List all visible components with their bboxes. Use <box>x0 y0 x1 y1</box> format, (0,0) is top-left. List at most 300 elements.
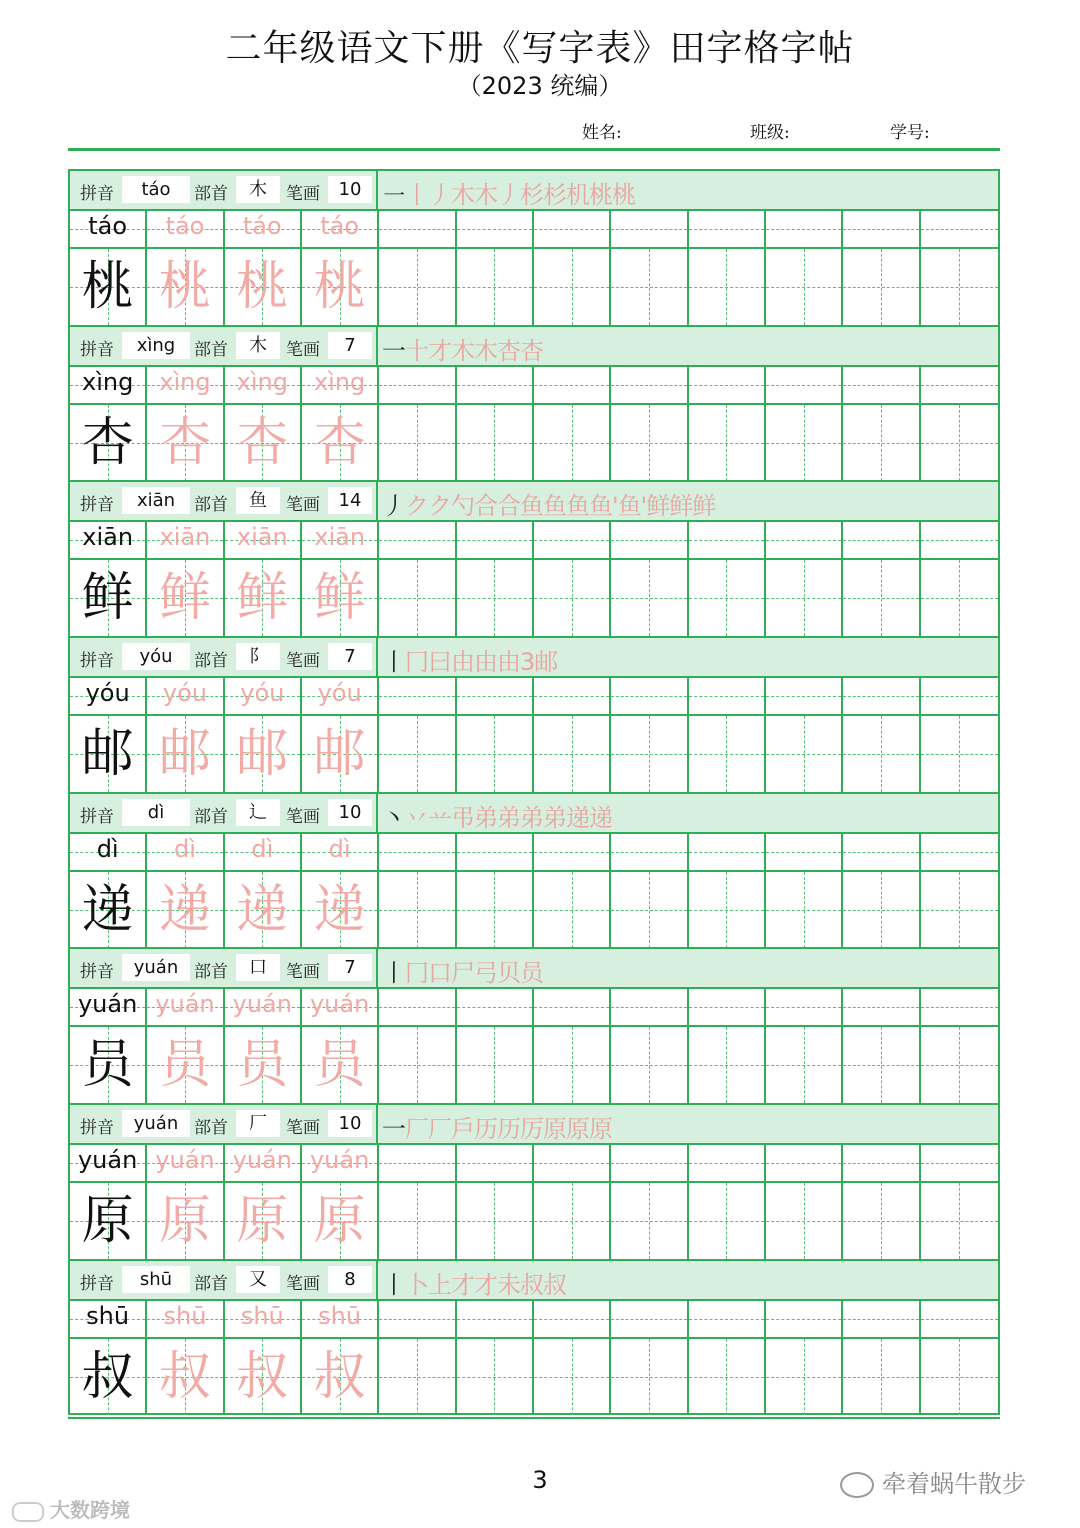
stroke-step: 原 <box>589 1115 612 1144</box>
character-block <box>68 792 1000 948</box>
pinyin-writing-cell[interactable] <box>302 678 379 714</box>
tianzige-writing-cell[interactable] <box>147 872 224 948</box>
pinyin-writing-cell[interactable] <box>689 678 766 714</box>
tianzige-writing-cell[interactable] <box>689 1183 766 1259</box>
stroke-step: 尸 <box>451 959 474 988</box>
tianzige-writing-cell[interactable] <box>766 716 843 792</box>
trace-character: 递 <box>236 879 289 940</box>
radical-value: 木 <box>236 176 280 203</box>
bottom-divider <box>68 1417 1000 1419</box>
pinyin-value: xiān <box>122 487 190 514</box>
trace-character: 桃 <box>158 257 211 317</box>
pinyin-writing-cell[interactable] <box>921 522 998 558</box>
pinyin-writing-cell[interactable] <box>534 522 611 558</box>
stroke-step: 机 <box>566 181 589 209</box>
tianzige-writing-cell[interactable] <box>534 1183 611 1259</box>
pinyin-writing-cell[interactable] <box>457 834 534 870</box>
stroke-step: ク <box>428 492 451 521</box>
trace-pinyin: yuán <box>232 1146 292 1175</box>
pinyin-writing-cell[interactable] <box>147 678 224 714</box>
pinyin-writing-cell[interactable] <box>302 367 379 403</box>
tianzige-writing-cell[interactable] <box>70 1339 147 1415</box>
tianzige-writing-cell[interactable] <box>457 1183 534 1259</box>
pinyin-writing-cell[interactable] <box>534 367 611 403</box>
pinyin-value: yuán <box>122 954 190 981</box>
tianzige-writing-cell[interactable] <box>147 1339 224 1415</box>
strokes-label: 笔画 <box>286 1273 320 1294</box>
pinyin-writing-cell[interactable] <box>379 989 456 1025</box>
pinyin-writing-cell[interactable] <box>225 1145 302 1181</box>
pinyin-writing-cell[interactable] <box>225 1301 302 1337</box>
pinyin-writing-cell[interactable] <box>534 989 611 1025</box>
pinyin-writing-cell[interactable] <box>611 367 688 403</box>
pinyin-writing-cell[interactable] <box>457 678 534 714</box>
tianzige-writing-cell[interactable] <box>379 1027 456 1103</box>
character-block <box>68 636 1000 792</box>
tianzige-writing-cell[interactable] <box>921 1027 998 1103</box>
pinyin-writing-cell[interactable] <box>225 367 302 403</box>
trace-character: 鲜 <box>236 568 289 629</box>
radical-value: 阝 <box>236 643 280 670</box>
tianzige-writing-cell[interactable] <box>379 249 456 325</box>
top-divider <box>68 148 1000 151</box>
pinyin-writing-cell[interactable] <box>611 1145 688 1181</box>
tianzige-writing-cell[interactable] <box>766 872 843 948</box>
tianzige-writing-cell[interactable] <box>843 249 920 325</box>
pinyin-writing-cell[interactable] <box>689 367 766 403</box>
tianzige-writing-cell[interactable] <box>70 716 147 792</box>
stroke-step: 才 <box>428 336 451 365</box>
tianzige-writing-cell[interactable] <box>302 249 379 325</box>
trace-character: 叔 <box>236 1346 289 1407</box>
strokes-label: 笔画 <box>286 651 320 672</box>
tianzige-writing-cell[interactable] <box>611 872 688 948</box>
stroke-order-sequence <box>382 331 543 366</box>
stroke-step: 冂 <box>405 959 428 988</box>
trace-character: 原 <box>236 1191 289 1252</box>
pinyin-writing-cell[interactable] <box>611 678 688 714</box>
pinyin-writing-cell[interactable] <box>379 211 456 247</box>
model-character: 桃 <box>81 257 134 317</box>
character-practice-row <box>70 405 998 481</box>
tianzige-writing-cell[interactable] <box>766 249 843 325</box>
character-info-row <box>70 327 998 367</box>
trace-pinyin: yuán <box>155 1146 215 1175</box>
pinyin-writing-cell[interactable] <box>766 1301 843 1337</box>
stroke-step: 桃 <box>612 181 635 209</box>
practice-grid <box>68 169 1000 1415</box>
tianzige-writing-cell[interactable] <box>843 1339 920 1415</box>
pinyin-writing-cell[interactable] <box>457 989 534 1025</box>
tianzige-writing-cell[interactable] <box>302 1183 379 1259</box>
stroke-step: 弟 <box>497 803 520 832</box>
model-pinyin: yóu <box>85 679 130 708</box>
tianzige-writing-cell[interactable] <box>534 872 611 948</box>
tianzige-writing-cell[interactable] <box>225 872 302 948</box>
tianzige-writing-cell[interactable] <box>457 716 534 792</box>
pinyin-writing-cell[interactable] <box>689 1145 766 1181</box>
trace-character: 叔 <box>313 1346 366 1407</box>
pinyin-writing-cell[interactable] <box>302 522 379 558</box>
pinyin-writing-cell[interactable] <box>147 522 224 558</box>
pinyin-writing-cell[interactable] <box>225 834 302 870</box>
stroke-step: 鱼 <box>520 492 543 521</box>
watermark-left <box>12 1494 130 1523</box>
tianzige-writing-cell[interactable] <box>766 1183 843 1259</box>
tianzige-writing-cell[interactable] <box>689 872 766 948</box>
tianzige-writing-cell[interactable] <box>225 560 302 636</box>
info-separator <box>376 1105 378 1143</box>
pinyin-writing-cell[interactable] <box>921 367 998 403</box>
pinyin-writing-cell[interactable] <box>766 834 843 870</box>
model-pinyin: táo <box>88 212 128 240</box>
trace-pinyin: yóu <box>240 679 285 708</box>
stroke-step: 邮 <box>534 648 558 677</box>
tianzige-writing-cell[interactable] <box>379 405 456 481</box>
pinyin-writing-cell[interactable] <box>302 1301 379 1337</box>
stroke-step: 丿 <box>428 181 451 209</box>
pinyin-writing-cell[interactable] <box>379 1145 456 1181</box>
tianzige-writing-cell[interactable] <box>225 1183 302 1259</box>
tianzige-writing-cell[interactable] <box>766 1339 843 1415</box>
pinyin-writing-cell[interactable] <box>534 834 611 870</box>
pinyin-writing-cell[interactable] <box>70 989 147 1025</box>
pinyin-writing-cell[interactable] <box>379 1301 456 1337</box>
model-pinyin: shū <box>86 1301 130 1330</box>
tianzige-writing-cell[interactable] <box>534 405 611 481</box>
radical-label: 部首 <box>194 1118 228 1139</box>
tianzige-writing-cell[interactable] <box>147 249 224 325</box>
stroke-step: 杏 <box>497 336 520 365</box>
pinyin-writing-cell[interactable] <box>534 211 611 247</box>
tianzige-writing-cell[interactable] <box>70 872 147 948</box>
tianzige-writing-cell[interactable] <box>70 560 147 636</box>
tianzige-writing-cell[interactable] <box>225 716 302 792</box>
strokes-label: 笔画 <box>286 962 320 983</box>
tianzige-writing-cell[interactable] <box>457 1339 534 1415</box>
tianzige-writing-cell[interactable] <box>534 716 611 792</box>
tianzige-writing-cell[interactable] <box>766 560 843 636</box>
character-info-row <box>70 794 998 834</box>
pinyin-writing-cell[interactable] <box>70 678 147 714</box>
pinyin-writing-cell[interactable] <box>534 1145 611 1181</box>
pinyin-value: yóu <box>122 643 190 670</box>
stroke-step: 由 <box>474 648 497 677</box>
tianzige-writing-cell[interactable] <box>611 716 688 792</box>
tianzige-writing-cell[interactable] <box>766 1027 843 1103</box>
pinyin-writing-cell[interactable] <box>766 522 843 558</box>
pinyin-writing-cell[interactable] <box>689 211 766 247</box>
tianzige-writing-cell[interactable] <box>147 1027 224 1103</box>
stroke-step: 冂 <box>405 648 428 677</box>
pinyin-writing-cell[interactable] <box>379 834 456 870</box>
tianzige-writing-cell[interactable] <box>379 716 456 792</box>
watermark-logo-icon <box>12 1502 44 1522</box>
pinyin-writing-cell[interactable] <box>379 367 456 403</box>
pinyin-writing-cell[interactable] <box>689 989 766 1025</box>
stroke-step: 由3 <box>497 648 535 677</box>
pinyin-label: 拼音 <box>80 806 114 827</box>
character-practice-row <box>70 1339 998 1415</box>
pinyin-writing-cell[interactable] <box>843 1301 920 1337</box>
pinyin-writing-cell[interactable] <box>766 367 843 403</box>
tianzige-writing-cell[interactable] <box>302 1339 379 1415</box>
tianzige-writing-cell[interactable] <box>921 1183 998 1259</box>
stroke-step: 鱼' <box>589 492 618 521</box>
tianzige-writing-cell[interactable] <box>70 1183 147 1259</box>
info-separator <box>376 171 378 209</box>
pinyin-writing-cell[interactable] <box>921 1145 998 1181</box>
tianzige-writing-cell[interactable] <box>921 872 998 948</box>
tianzige-writing-cell[interactable] <box>611 1339 688 1415</box>
pinyin-writing-cell[interactable] <box>457 211 534 247</box>
trace-pinyin: dì <box>328 834 351 863</box>
tianzige-writing-cell[interactable] <box>379 872 456 948</box>
tianzige-writing-cell[interactable] <box>225 249 302 325</box>
tianzige-writing-cell[interactable] <box>225 1339 302 1415</box>
trace-character: 员 <box>313 1035 366 1096</box>
stroke-step: 弔 <box>451 803 474 832</box>
tianzige-writing-cell[interactable] <box>379 1339 456 1415</box>
radical-value: 木 <box>236 332 280 359</box>
pinyin-writing-cell[interactable] <box>70 211 147 247</box>
model-character: 杏 <box>81 412 134 473</box>
pinyin-value: shū <box>122 1266 190 1293</box>
strokes-label: 笔画 <box>286 339 320 360</box>
pinyin-writing-cell[interactable] <box>302 211 379 247</box>
pinyin-writing-cell[interactable] <box>225 678 302 714</box>
tianzige-writing-cell[interactable] <box>457 560 534 636</box>
tianzige-writing-cell[interactable] <box>534 1027 611 1103</box>
trace-pinyin: xìng <box>236 367 288 396</box>
radical-label: 部首 <box>194 651 228 672</box>
tianzige-writing-cell[interactable] <box>302 560 379 636</box>
pinyin-writing-cell[interactable] <box>843 211 920 247</box>
tianzige-writing-cell[interactable] <box>302 405 379 481</box>
tianzige-writing-cell[interactable] <box>843 872 920 948</box>
pinyin-writing-cell[interactable] <box>766 211 843 247</box>
stroke-step: 口 <box>428 959 451 988</box>
strokes-value: 14 <box>328 487 372 514</box>
pinyin-writing-cell[interactable] <box>611 834 688 870</box>
tianzige-writing-cell[interactable] <box>921 405 998 481</box>
tianzige-writing-cell[interactable] <box>70 249 147 325</box>
model-character: 原 <box>81 1191 134 1252</box>
pinyin-writing-cell[interactable] <box>843 834 920 870</box>
pinyin-writing-cell[interactable] <box>379 678 456 714</box>
strokes-value: 7 <box>328 332 372 359</box>
pinyin-writing-cell[interactable] <box>843 522 920 558</box>
tianzige-writing-cell[interactable] <box>921 716 998 792</box>
pinyin-writing-cell[interactable] <box>457 522 534 558</box>
pinyin-writing-cell[interactable] <box>921 678 998 714</box>
tianzige-writing-cell[interactable] <box>534 560 611 636</box>
model-character: 邮 <box>81 724 134 785</box>
tianzige-writing-cell[interactable] <box>302 716 379 792</box>
pinyin-practice-row <box>70 834 998 872</box>
pinyin-label: 拼音 <box>80 651 114 672</box>
pinyin-writing-cell[interactable] <box>302 834 379 870</box>
trace-pinyin: yuán <box>309 990 370 1019</box>
tianzige-writing-cell[interactable] <box>921 249 998 325</box>
stroke-step: 未 <box>497 1270 520 1299</box>
pinyin-writing-cell[interactable] <box>457 367 534 403</box>
tianzige-writing-cell[interactable] <box>611 1183 688 1259</box>
tianzige-writing-cell[interactable] <box>147 560 224 636</box>
pinyin-label: 拼音 <box>80 1118 114 1139</box>
stroke-step: 鱼 <box>543 492 566 521</box>
tianzige-writing-cell[interactable] <box>689 1339 766 1415</box>
tianzige-writing-cell[interactable] <box>766 405 843 481</box>
pinyin-writing-cell[interactable] <box>921 1301 998 1337</box>
pinyin-writing-cell[interactable] <box>225 211 302 247</box>
stroke-step: 杏 <box>520 336 543 365</box>
pinyin-writing-cell[interactable] <box>689 522 766 558</box>
trace-character: 员 <box>236 1035 289 1096</box>
pinyin-writing-cell[interactable] <box>921 989 998 1025</box>
pinyin-writing-cell[interactable] <box>147 367 224 403</box>
tianzige-writing-cell[interactable] <box>457 872 534 948</box>
tianzige-writing-cell[interactable] <box>70 1027 147 1103</box>
tianzige-writing-cell[interactable] <box>225 405 302 481</box>
tianzige-writing-cell[interactable] <box>921 560 998 636</box>
tianzige-writing-cell[interactable] <box>457 1027 534 1103</box>
tianzige-writing-cell[interactable] <box>379 1183 456 1259</box>
tianzige-writing-cell[interactable] <box>70 405 147 481</box>
pinyin-writing-cell[interactable] <box>70 834 147 870</box>
tianzige-writing-cell[interactable] <box>147 405 224 481</box>
trace-pinyin: táo <box>320 212 360 240</box>
pinyin-writing-cell[interactable] <box>302 1145 379 1181</box>
tianzige-writing-cell[interactable] <box>534 249 611 325</box>
pinyin-writing-cell[interactable] <box>147 989 224 1025</box>
pinyin-writing-cell[interactable] <box>225 522 302 558</box>
tianzige-writing-cell[interactable] <box>302 872 379 948</box>
tianzige-writing-cell[interactable] <box>689 249 766 325</box>
pinyin-writing-cell[interactable] <box>843 989 920 1025</box>
character-info-row <box>70 949 998 989</box>
character-practice-row <box>70 872 998 948</box>
pinyin-value: dì <box>122 799 190 826</box>
pinyin-writing-cell[interactable] <box>766 678 843 714</box>
tianzige-writing-cell[interactable] <box>147 1183 224 1259</box>
tianzige-writing-cell[interactable] <box>843 716 920 792</box>
stroke-step: 弓 <box>474 959 497 988</box>
model-pinyin: xìng <box>81 367 134 396</box>
tianzige-writing-cell[interactable] <box>843 405 920 481</box>
pinyin-writing-cell[interactable] <box>225 989 302 1025</box>
pinyin-writing-cell[interactable] <box>147 1145 224 1181</box>
pinyin-practice-row <box>70 211 998 249</box>
pinyin-writing-cell[interactable] <box>611 211 688 247</box>
radical-label: 部首 <box>194 339 228 360</box>
info-separator <box>376 327 378 365</box>
tianzige-writing-cell[interactable] <box>147 716 224 792</box>
tianzige-writing-cell[interactable] <box>689 716 766 792</box>
tianzige-writing-cell[interactable] <box>225 1027 302 1103</box>
tianzige-writing-cell[interactable] <box>457 249 534 325</box>
pinyin-writing-cell[interactable] <box>457 1145 534 1181</box>
tianzige-writing-cell[interactable] <box>611 249 688 325</box>
pinyin-writing-cell[interactable] <box>70 367 147 403</box>
trace-character: 叔 <box>158 1346 211 1407</box>
stroke-step: 才 <box>474 1270 497 1299</box>
pinyin-writing-cell[interactable] <box>534 678 611 714</box>
pinyin-writing-cell[interactable] <box>843 367 920 403</box>
pinyin-writing-cell[interactable] <box>689 834 766 870</box>
radical-value: 又 <box>236 1266 280 1293</box>
tianzige-writing-cell[interactable] <box>689 1027 766 1103</box>
pinyin-writing-cell[interactable] <box>921 211 998 247</box>
tianzige-writing-cell[interactable] <box>457 405 534 481</box>
strokes-label: 笔画 <box>286 495 320 516</box>
pinyin-writing-cell[interactable] <box>611 522 688 558</box>
pinyin-writing-cell[interactable] <box>302 989 379 1025</box>
stroke-step: 鱼' <box>617 492 647 521</box>
pinyin-writing-cell[interactable] <box>147 1301 224 1337</box>
stroke-step: 合 <box>497 492 520 521</box>
tianzige-writing-cell[interactable] <box>843 560 920 636</box>
radical-label: 部首 <box>194 495 228 516</box>
pinyin-writing-cell[interactable] <box>611 989 688 1025</box>
pinyin-label: 拼音 <box>80 495 114 516</box>
tianzige-writing-cell[interactable] <box>843 1027 920 1103</box>
stroke-step: 丨 <box>382 648 405 677</box>
pinyin-writing-cell[interactable] <box>379 522 456 558</box>
pinyin-writing-cell[interactable] <box>689 1301 766 1337</box>
stroke-step: 丨 <box>382 959 405 988</box>
pinyin-writing-cell[interactable] <box>843 1145 920 1181</box>
trace-character: 递 <box>313 879 366 940</box>
tianzige-writing-cell[interactable] <box>689 560 766 636</box>
tianzige-writing-cell[interactable] <box>379 560 456 636</box>
pinyin-writing-cell[interactable] <box>147 211 224 247</box>
tianzige-writing-cell[interactable] <box>843 1183 920 1259</box>
character-practice-row <box>70 716 998 792</box>
model-character: 员 <box>81 1035 134 1096</box>
stroke-step: 原 <box>566 1115 589 1144</box>
pinyin-writing-cell[interactable] <box>457 1301 534 1337</box>
name-label: 姓名: <box>582 123 622 143</box>
model-pinyin: yuán <box>77 1146 138 1175</box>
pinyin-writing-cell[interactable] <box>534 1301 611 1337</box>
tianzige-writing-cell[interactable] <box>302 1027 379 1103</box>
tianzige-writing-cell[interactable] <box>611 560 688 636</box>
pinyin-writing-cell[interactable] <box>147 834 224 870</box>
trace-pinyin: táo <box>165 212 205 240</box>
trace-pinyin: xìng <box>313 367 366 396</box>
pinyin-writing-cell[interactable] <box>70 1145 147 1181</box>
stroke-step: 丨 <box>405 181 428 209</box>
tianzige-writing-cell[interactable] <box>689 405 766 481</box>
stroke-step: 厂 <box>405 1115 428 1144</box>
pinyin-writing-cell[interactable] <box>70 522 147 558</box>
pinyin-writing-cell[interactable] <box>766 989 843 1025</box>
stroke-step: 员 <box>520 959 543 988</box>
tianzige-writing-cell[interactable] <box>611 1027 688 1103</box>
pinyin-writing-cell[interactable] <box>611 1301 688 1337</box>
pinyin-writing-cell[interactable] <box>70 1301 147 1337</box>
stroke-step: 才 <box>451 1270 474 1299</box>
pinyin-writing-cell[interactable] <box>843 678 920 714</box>
strokes-value: 10 <box>328 799 372 826</box>
pinyin-writing-cell[interactable] <box>766 1145 843 1181</box>
tianzige-writing-cell[interactable] <box>921 1339 998 1415</box>
tianzige-writing-cell[interactable] <box>534 1339 611 1415</box>
tianzige-writing-cell[interactable] <box>611 405 688 481</box>
trace-pinyin: dì <box>251 834 274 863</box>
pinyin-writing-cell[interactable] <box>921 834 998 870</box>
